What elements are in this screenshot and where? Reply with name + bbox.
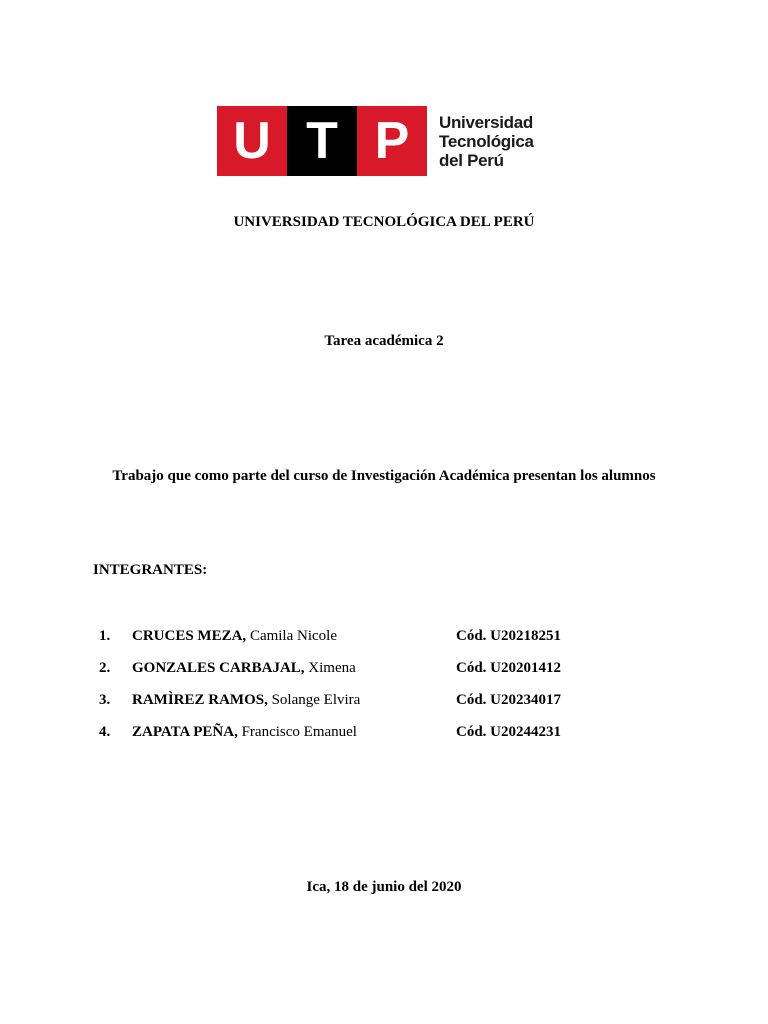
member-name	[132, 628, 337, 645]
member-given-name: Ximena	[308, 660, 356, 676]
university-title: UNIVERSIDAD TECNOLÓGICA DEL PERÚ	[233, 214, 535, 230]
member-number: 1.	[99, 628, 111, 644]
course-description: Trabajo que como parte del curso de Investigación Académica presentan los alumnos	[112, 468, 656, 484]
member-given-name: Francisco Emanuel	[241, 724, 357, 740]
logo-wordmark	[439, 113, 534, 170]
member-code: Cód. U20201412	[456, 660, 562, 676]
member-surname: RAMÌREZ RAMOS,	[132, 692, 268, 708]
member-code: Cód. U20234017	[456, 692, 562, 708]
member-code: Cód. U20218251	[456, 628, 562, 644]
member-number: 3.	[99, 692, 111, 708]
logo-wordmark-line-2: Tecnológica	[439, 131, 534, 151]
utp-logo	[217, 106, 542, 176]
logo-letter-t: T	[287, 106, 357, 176]
member-number: 2.	[99, 660, 111, 676]
member-row	[0, 660, 768, 680]
member-surname: ZAPATA PEÑA,	[132, 724, 238, 740]
member-row	[0, 692, 768, 712]
member-name	[132, 692, 360, 709]
member-given-name: Camila Nicole	[249, 628, 337, 644]
logo-letter-p: P	[357, 106, 427, 176]
member-number: 4.	[99, 724, 111, 740]
member-row	[0, 724, 768, 744]
member-code: Cód. U20244231	[456, 724, 562, 740]
member-surname: CRUCES MEZA,	[132, 628, 247, 644]
logo-letter-u: U	[217, 106, 287, 176]
place-and-date: Ica, 18 de junio del 2020	[306, 879, 462, 895]
member-name	[132, 724, 357, 741]
logo-wordmark-line-3: del Perú	[439, 150, 504, 170]
member-surname: GONZALES CARBAJAL,	[132, 660, 305, 676]
assignment-title: Tarea académica 2	[324, 333, 444, 349]
logo-letter-blocks	[217, 106, 427, 176]
member-row	[0, 628, 768, 648]
member-given-name: Solange Elvira	[271, 692, 361, 708]
members-heading: INTEGRANTES:	[93, 562, 208, 578]
logo-wordmark-line-1: Universidad	[439, 112, 534, 132]
member-name	[132, 660, 356, 677]
